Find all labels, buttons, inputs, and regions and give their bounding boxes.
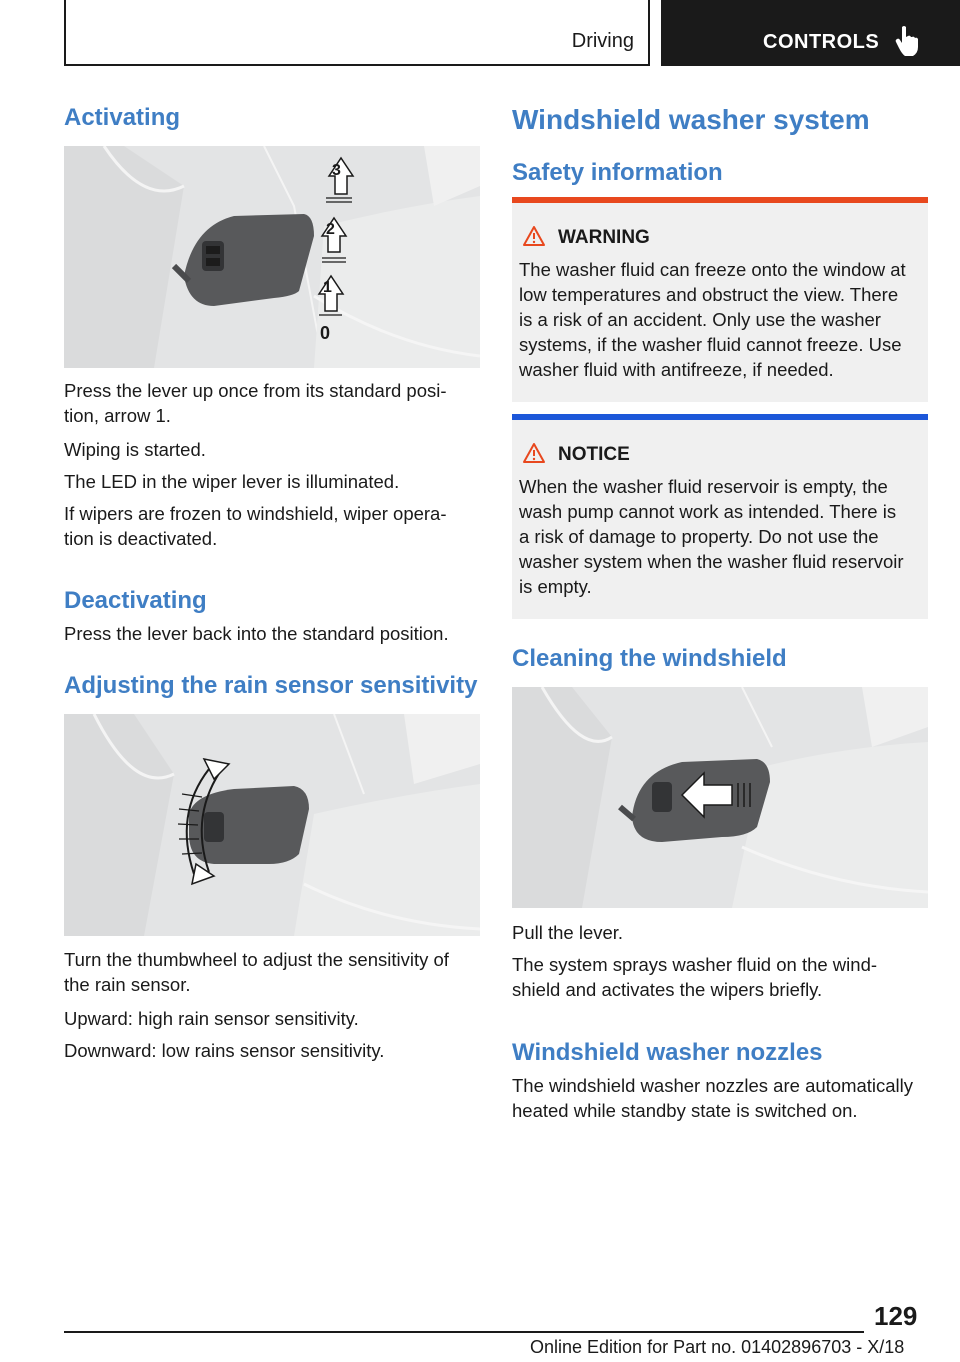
notice-box [512,414,928,619]
activating-para-1-line-2: tion, arrow 1. [64,405,171,426]
header-chapter-label: CONTROLS [763,31,880,53]
position-label-0: 0 [320,323,331,343]
notice-label: NOTICE [558,444,630,465]
rain-para-3: Downward: low rains sensor sensitivity. [64,1040,385,1061]
cleaning-para-1: Pull the lever. [512,922,624,943]
cleaning-para-2-line-2: shield and activates the wipers briefly. [512,979,823,1000]
lever-activate-figure [64,146,480,368]
cleaning-para-2-line-1: The system sprays washer fluid on the wind- [512,954,878,975]
warning-box [512,197,928,402]
activating-para-3: The LED in the wiper lever is illuminated. [64,471,400,492]
deactivating-heading: Deactivating [64,587,207,614]
pull-lever-figure [512,687,928,908]
notice-text [519,474,923,599]
nozzles-para-line-2: heated while standby state is switched on. [512,1100,858,1121]
warning-line: The washer fluid can freeze onto the window at [519,259,906,280]
washer-system-heading: Windshield washer system [512,104,870,135]
header-section-tab [64,0,650,66]
page-number: 129 [874,1301,918,1331]
rain-sensor-heading: Adjusting the rain sensor sensitivity [64,672,478,699]
warning-text [519,257,923,382]
warning-triangle-icon [522,225,546,247]
hand-pointer-icon [893,25,921,57]
notice-bar [512,414,928,420]
warning-bar [512,197,928,203]
cleaning-heading: Cleaning the windshield [512,645,787,672]
notice-line: is empty. [519,576,592,597]
warning-label: WARNING [558,227,650,248]
footer-divider [64,1331,864,1333]
notice-triangle-icon [522,442,546,464]
warning-line: systems, if the washer fluid cannot freeze. Use [519,334,902,355]
header-section-label: Driving [571,30,634,52]
notice-line: washer system when the washer fluid reservoir [519,551,904,572]
warning-line: is a risk of an accident. Only use the washer [519,309,881,330]
activating-para-4-line-2: tion is deactivated. [64,528,218,549]
warning-line: washer fluid with antifreeze, if needed. [519,359,834,380]
notice-line: a risk of damage to property. Do not use the [519,526,879,547]
thumbwheel-illustration [64,714,480,936]
notice-line: wash pump cannot work as intended. There is [519,501,897,522]
nozzles-para [512,1073,928,1123]
activating-para-2: Wiping is started. [64,439,206,460]
activating-heading: Activating [64,104,181,131]
thumbwheel-figure [64,714,480,936]
warning-line: low temperatures and obstruct the view. There [519,284,899,305]
activating-para-4 [64,501,480,551]
nozzles-heading: Windshield washer nozzles [512,1039,823,1066]
header-chapter-tab [661,0,960,66]
deactivating-para: Press the lever back into the standard position. [64,623,449,644]
footer-edition: Online Edition for Part no. 01402896703 - X/18 [530,1337,905,1357]
rain-para-1-line-2: the rain sensor. [64,974,191,995]
cleaning-para-2 [512,952,928,1002]
notice-line: When the washer fluid reservoir is empty, the [519,476,888,497]
activating-para-1-line-1: Press the lever up once from its standard posi- [64,380,447,401]
activating-para-4-line-1: If wipers are frozen to windshield, wiper opera- [64,503,447,524]
rain-para-1-line-1: Turn the thumbwheel to adjust the sensitivity of [64,949,449,970]
arrow-label-3: 3 [332,162,341,179]
arrow-label-1: 1 [323,279,332,296]
nozzles-para-line-1: The windshield washer nozzles are automatically [512,1075,914,1096]
safety-info-heading: Safety information [512,159,723,186]
activating-para-1 [64,378,480,428]
lever-activate-illustration [64,146,480,368]
arrow-label-2: 2 [326,221,335,238]
rain-para-2: Upward: high rain sensor sensitivity. [64,1008,359,1029]
pull-lever-illustration [512,687,928,908]
rain-para-1 [64,947,480,997]
